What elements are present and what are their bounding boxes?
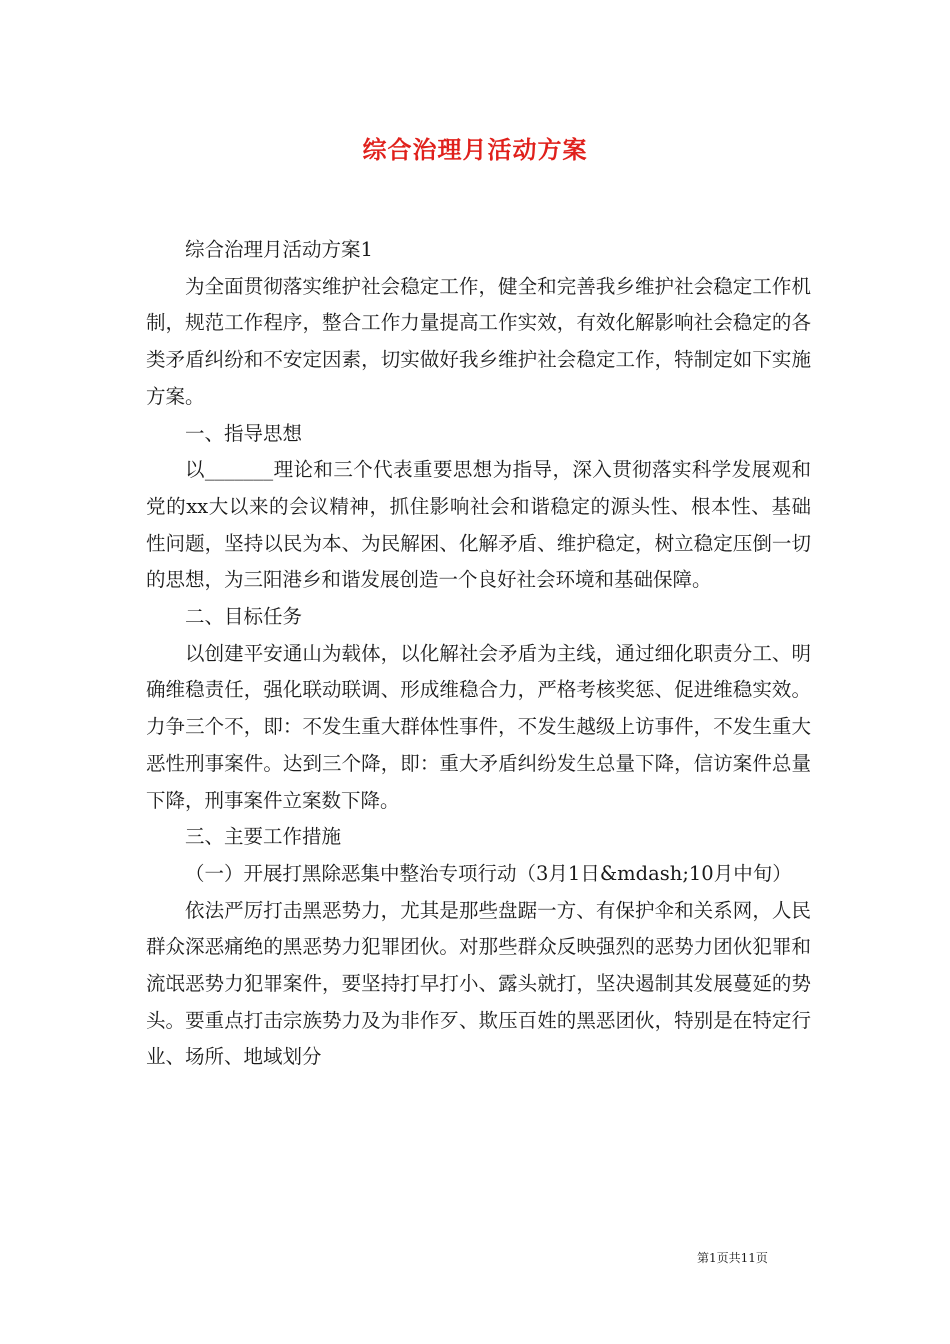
document-body (146, 232, 811, 1076)
document-title: 综合治理月活动方案 (362, 135, 588, 164)
heading-goals: 二、目标任务 (185, 605, 303, 629)
heading-measures: 三、主要工作措施 (185, 825, 342, 849)
intro-paragraph: 为全面贯彻落实维护社会稳定工作，健全和完善我乡维护社会稳定工作机制，规范工作程序，整合工作力量提高工作实效，有效化解影响社会稳定的各类矛盾纠纷和不安定因素，切实做好我乡维护社会稳定工作，特制定如下实施方案。 (146, 274, 811, 408)
paragraph-guiding-ideology: 以_______理论和三个代表重要思想为指导，深入贯彻落实科学发展观和党的xx大以来的会议精神，抓住影响社会和谐稳定的源头性、根本性、基础性问题，坚持以民为本、为民解困、化解矛盾、维护稳定，树立稳定压倒一切的思想，为三阳港乡和谐发展创造一个良好社会环境和基础保障。 (146, 458, 811, 592)
page-number-footer: 第1页共11页 (697, 1251, 768, 1265)
subheading-measure-1: （一）开展打黑除恶集中整治专项行动（3月1日&mdash;10月中旬） (185, 861, 792, 885)
paragraph-measure-1: 依法严厉打击黑恶势力，尤其是那些盘踞一方、有保护伞和关系网，人民群众深恶痛绝的黑恶势力犯罪团伙。对那些群众反映强烈的恶势力团伙犯罪和流氓恶势力犯罪案件，要坚持打早打小、露头就打，坚决遏制其发展蔓延的势头。要重点打击宗族势力及为非作歹、欺压百姓的黑恶团伙，特别是在特定行业、场所、地域划分 (146, 898, 811, 1069)
paragraph-goals: 以创建平安通山为载体，以化解社会矛盾为主线，通过细化职责分工、明确维稳责任，强化联动联调、形成维稳合力，严格考核奖惩、促进维稳实效。力争三个不，即：不发生重大群体性事件，不发生越级上访事件，不发生重大恶性刑事案件。达到三个降，即：重大矛盾纠纷发生总量下降，信访案件总量下降，刑事案件立案数下降。 (146, 641, 811, 812)
heading-guiding-ideology: 一、指导思想 (185, 421, 303, 445)
section-title: 综合治理月活动方案1 (185, 238, 373, 261)
